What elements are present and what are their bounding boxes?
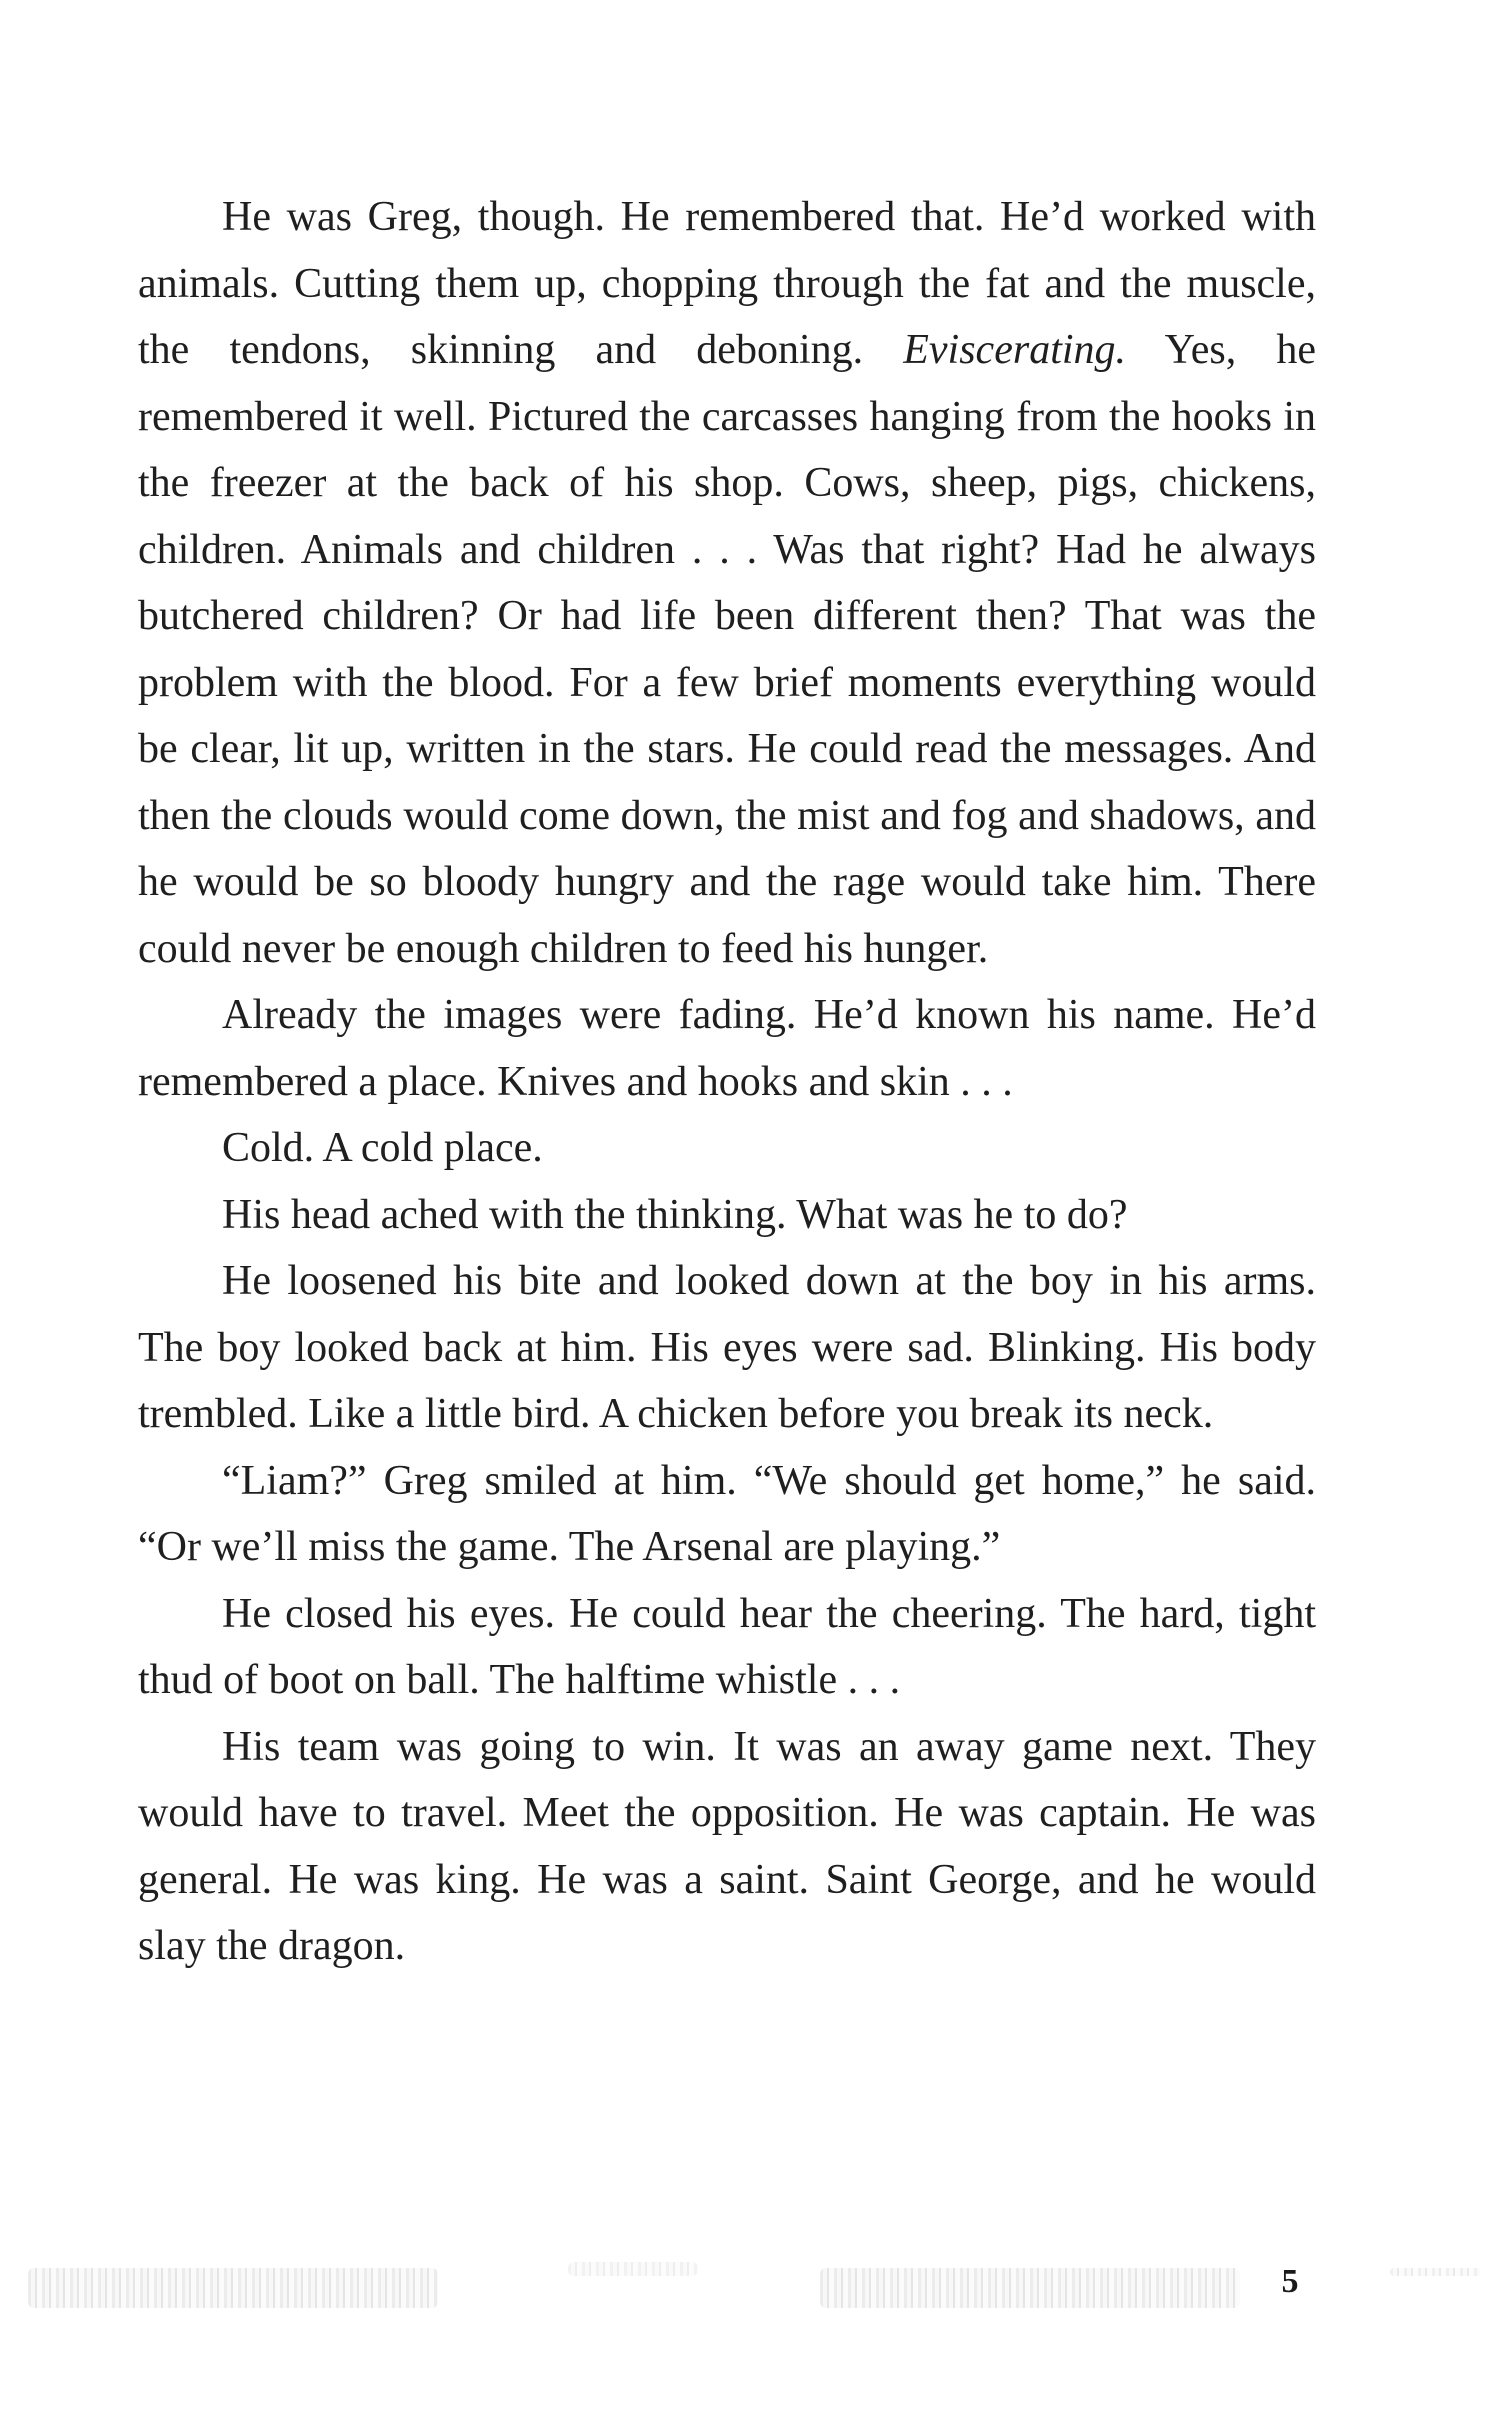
paragraph-8: His team was going to win. It was an away game next. They would have to travel. Meet the opposition. He was captain. He was general. He was king. He was a saint. Saint George, and he would slay the dragon. [138,1723,1316,1969]
scan-smudge [568,2262,698,2276]
paragraph-6: “Liam?” Greg smiled at him. “We should get home,” he said. “Or we’ll miss the game. The Arsenal are playing.” [138,1457,1316,1570]
paragraph-1-text-end: Yes, he remembered it well. Pictured the carcasses hanging from the hooks in the freezer at the back of his shop. Cows, sheep, pigs, chickens, children. Animals and children . . . Was that right? Had he always butchered children? Or had life been different then? That was the problem with the blood. For a few brief moments everything would be clear, lit up, written in the stars. He could read the messages. And then the clouds would come down, the mist and fog and shadows, and he would be so bloody hungry and the rage would take him. There could never be enough children to feed his hunger. [138,327,1316,972]
italic-word: Eviscerating. [903,327,1127,373]
scan-smudge [1390,2268,1480,2276]
body-text [138,184,1316,1980]
scan-smudge [28,2268,438,2308]
page-number: 5 [1281,2263,1299,2300]
paragraph-2: Already the images were fading. He’d known his name. He’d remembered a place. Knives and hooks and skin . . . [138,992,1316,1105]
scan-smudge [820,2268,1240,2308]
paragraph-1-text-start: He was Greg, though. He remembered that. He’d worked with animals. Cutting them up, chopping through the fat and the muscle, the tendons, skinning and deboning. [138,194,1316,373]
paragraph-4: His head ached with the thinking. What was he to do? [222,1191,1128,1238]
paragraph-3: Cold. A cold place. [222,1125,543,1171]
paragraph-1 [138,184,1316,982]
paragraph-5: He loosened his bite and looked down at the boy in his arms. The boy looked back at him. His eyes were sad. Blinking. His body trembled. Like a little bird. A chicken before you break its neck. [138,1258,1316,1437]
paragraph-7: He closed his eyes. He could hear the cheering. The hard, tight thud of boot on ball. The halftime whistle . . . [138,1590,1316,1703]
